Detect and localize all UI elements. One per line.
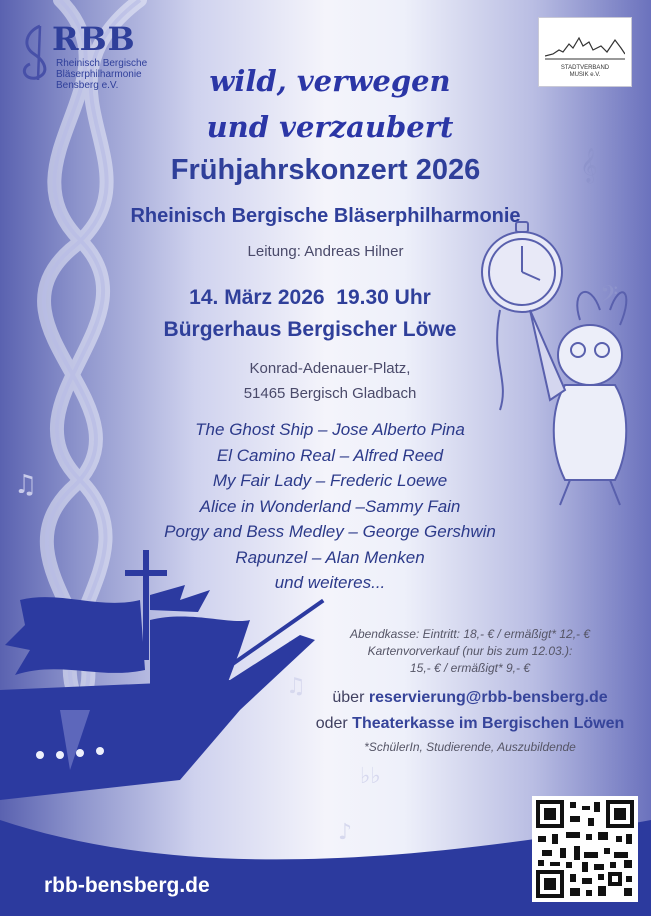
music-note-icon: ♫ xyxy=(14,470,38,500)
program-item: Rapunzel – Alan Menken xyxy=(235,547,425,567)
ticket-evening-price: Abendkasse: Eintritt: 18,- € / ermäßigt* 12,- € xyxy=(349,627,591,641)
program-item: My Fair Lady – Frederic Loewe xyxy=(212,471,448,490)
website-link[interactable]: rbb-bensberg.de xyxy=(44,874,210,897)
concert-date: 14. März 2026 19.30 Uhr xyxy=(189,286,431,309)
program-item: Porgy and Bess Medley – George Gershwin xyxy=(164,522,496,541)
white-rabbit-illustration xyxy=(470,210,640,520)
stadtverband-stamp xyxy=(538,17,632,87)
program-item: El Camino Real – Alfred Reed xyxy=(216,445,444,465)
orchestra-name: Rheinisch Bergische Bläserphilharmonie xyxy=(130,205,521,227)
reservation-prefix: über xyxy=(332,689,369,706)
music-note-icon: 𝄞 xyxy=(580,148,598,183)
box-office-prefix: oder xyxy=(315,715,353,732)
logo-line1: Rheinisch Bergische xyxy=(56,58,148,69)
qr-code-icon xyxy=(536,800,634,898)
rbb-logo xyxy=(16,20,156,100)
bass-clef-icon: 𝄢 xyxy=(600,280,619,313)
logo-line3: Bensberg e.V. xyxy=(56,80,119,91)
reservation-line xyxy=(300,689,640,707)
qr-code[interactable] xyxy=(532,796,638,902)
address-city: 51465 Bergisch Gladbach xyxy=(243,385,417,402)
flat-sign-icon: ♭♭ xyxy=(360,764,381,789)
conductor: Leitung: Andreas Hilner xyxy=(247,243,404,260)
box-office-name: Theaterkasse im Bergischen Löwen xyxy=(352,715,625,732)
venue: Bürgerhaus Bergischer Löwe xyxy=(163,318,457,341)
logo-line2: Bläserphilharmonie xyxy=(56,69,142,80)
stamp-line2: MUSIK e.V. xyxy=(569,72,601,78)
music-note-icon: ♪ xyxy=(338,820,353,845)
music-note-icon: ♫ xyxy=(286,674,306,699)
program-item: Alice in Wonderland –Sammy Fain xyxy=(199,496,461,516)
reservation-email-link[interactable]: reservierung@rbb-bensberg.de xyxy=(368,689,608,706)
tagline-line1: wild, verwegen xyxy=(209,64,451,98)
logo-letters: RBB xyxy=(52,20,136,58)
program-item: und weiteres... xyxy=(274,573,386,592)
skyline-icon xyxy=(545,26,625,66)
program-item: The Ghost Ship – Jose Alberto Pina xyxy=(195,420,465,439)
tagline-line2: und verzaubert xyxy=(206,110,454,144)
box-office-line xyxy=(300,715,640,733)
discount-footnote: *SchülerIn, Studierende, Auszubildende xyxy=(364,740,576,754)
address-street: Konrad-Adenauer-Platz, xyxy=(249,360,411,377)
ticket-presale-price: 15,- € / ermäßigt* 9,- € xyxy=(409,661,531,675)
ticket-presale-label: Kartenvorverkauf (nur bis zum 12.03.): xyxy=(367,644,573,658)
concert-title: Frühjahrskonzert 2026 xyxy=(170,154,481,186)
stamp-line1: STADTVERBAND xyxy=(560,65,610,71)
